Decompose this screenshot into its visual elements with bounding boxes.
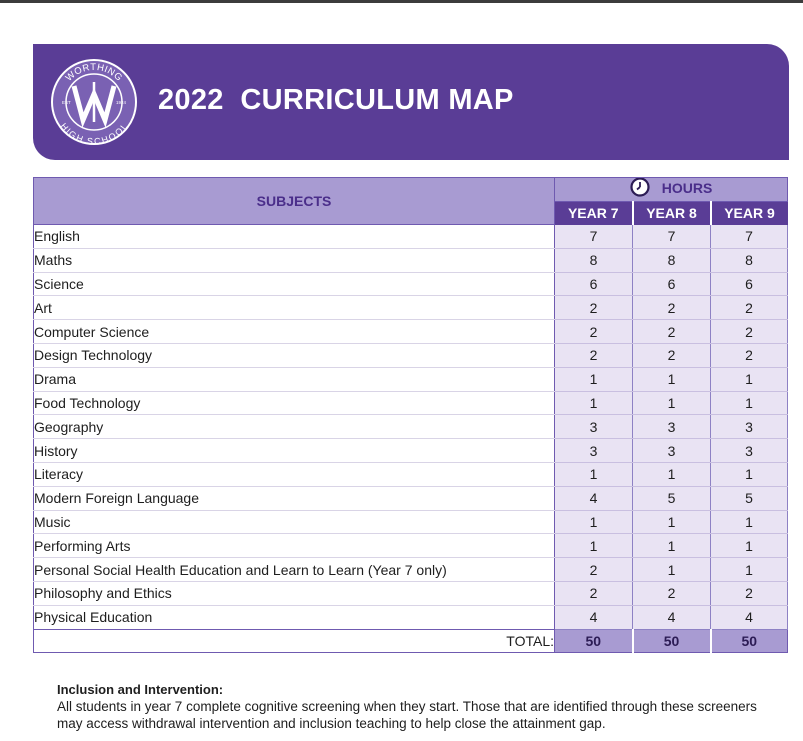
table-row [34, 582, 788, 606]
subject-name: Art [34, 296, 555, 320]
hours-year-9: 2 [711, 344, 788, 368]
year-7-header: YEAR 7 [555, 201, 633, 224]
subject-name: History [34, 439, 555, 463]
hours-year-7: 8 [555, 248, 633, 272]
hours-year-8: 6 [633, 272, 711, 296]
hours-year-8: 1 [633, 534, 711, 558]
hours-year-8: 2 [633, 296, 711, 320]
hours-year-8: 2 [633, 320, 711, 344]
hours-year-9: 4 [711, 605, 788, 629]
total-year-7: 50 [555, 629, 633, 653]
hours-year-9: 3 [711, 439, 788, 463]
hours-year-9: 1 [711, 367, 788, 391]
hours-year-7: 4 [555, 605, 633, 629]
hours-year-9: 2 [711, 320, 788, 344]
hours-year-8: 8 [633, 248, 711, 272]
table-row [34, 367, 788, 391]
clock-icon [630, 178, 650, 199]
hours-year-8: 4 [633, 605, 711, 629]
hours-year-8: 2 [633, 582, 711, 606]
table-row [34, 344, 788, 368]
subject-name: Food Technology [34, 391, 555, 415]
subject-name: Science [34, 272, 555, 296]
hours-year-7: 3 [555, 415, 633, 439]
subject-name: Drama [34, 367, 555, 391]
total-row [34, 629, 788, 653]
year-9-header: YEAR 9 [711, 201, 788, 224]
subject-name: Performing Arts [34, 534, 555, 558]
hours-year-9: 1 [711, 510, 788, 534]
hours-year-7: 1 [555, 510, 633, 534]
hours-year-8: 2 [633, 344, 711, 368]
hours-year-8: 1 [633, 367, 711, 391]
hours-year-7: 1 [555, 463, 633, 487]
hours-year-8: 5 [633, 486, 711, 510]
hours-year-7: 2 [555, 558, 633, 582]
hours-year-9: 6 [711, 272, 788, 296]
total-label: TOTAL: [34, 629, 555, 653]
total-year-9: 50 [711, 629, 788, 653]
note-title: Inclusion and Intervention: [57, 682, 224, 697]
page-title: 2022 CURRICULUM MAP [158, 84, 514, 116]
hours-year-8: 1 [633, 510, 711, 534]
table-row [34, 463, 788, 487]
hours-year-7: 2 [555, 582, 633, 606]
table-row [34, 272, 788, 296]
hours-year-9: 1 [711, 463, 788, 487]
subject-name: Maths [34, 248, 555, 272]
table-row [34, 605, 788, 629]
subject-name: Geography [34, 415, 555, 439]
year-8-header: YEAR 8 [633, 201, 711, 224]
total-year-8: 50 [633, 629, 711, 653]
hours-year-8: 1 [633, 558, 711, 582]
hours-header [555, 178, 788, 202]
subject-rows [34, 225, 788, 630]
subject-name: Personal Social Health Education and Learn to Learn (Year 7 only) [34, 558, 555, 582]
logo-top-text: WORTHING [63, 61, 125, 84]
hours-year-9: 5 [711, 486, 788, 510]
table-row [34, 248, 788, 272]
top-border-line [0, 0, 803, 3]
logo-bottom-text: HIGH SCHOOL [58, 121, 130, 146]
table-row [34, 486, 788, 510]
subject-name: English [34, 225, 555, 249]
curriculum-table [33, 177, 788, 653]
subject-name: Computer Science [34, 320, 555, 344]
table-row [34, 415, 788, 439]
hours-year-8: 1 [633, 463, 711, 487]
hours-year-7: 2 [555, 344, 633, 368]
table-row [34, 510, 788, 534]
subject-name: Philosophy and Ethics [34, 582, 555, 606]
table-row [34, 296, 788, 320]
hours-year-7: 7 [555, 225, 633, 249]
hours-year-9: 1 [711, 558, 788, 582]
hours-year-9: 2 [711, 296, 788, 320]
hours-year-9: 1 [711, 534, 788, 558]
hours-year-8: 3 [633, 439, 711, 463]
subject-name: Music [34, 510, 555, 534]
table-row [34, 439, 788, 463]
hours-year-9: 1 [711, 391, 788, 415]
subjects-header: SUBJECTS [34, 178, 555, 225]
hours-year-7: 4 [555, 486, 633, 510]
hours-year-7: 1 [555, 391, 633, 415]
subject-name: Physical Education [34, 605, 555, 629]
hours-year-7: 2 [555, 320, 633, 344]
hours-year-9: 3 [711, 415, 788, 439]
hours-year-7: 2 [555, 296, 633, 320]
hours-header-label: HOURS [661, 180, 713, 197]
hours-year-8: 1 [633, 391, 711, 415]
table-row [34, 558, 788, 582]
hours-year-9: 8 [711, 248, 788, 272]
subject-name: Modern Foreign Language [34, 486, 555, 510]
table-row [34, 225, 788, 249]
table-row [34, 534, 788, 558]
hours-year-9: 2 [711, 582, 788, 606]
hours-year-7: 6 [555, 272, 633, 296]
table-row [34, 391, 788, 415]
subject-name: Literacy [34, 463, 555, 487]
table-row [34, 320, 788, 344]
hours-year-9: 7 [711, 225, 788, 249]
logo-est-text: EST [62, 100, 71, 105]
note-body: All students in year 7 complete cognitive screening when they start. Those that are identified through these screeners may access withdrawal intervention and inclusion teaching to help close the attainment gap. [57, 699, 757, 731]
subject-name: Design Technology [34, 344, 555, 368]
hours-year-7: 1 [555, 367, 633, 391]
hours-year-7: 1 [555, 534, 633, 558]
hours-year-7: 3 [555, 439, 633, 463]
hours-year-8: 7 [633, 225, 711, 249]
school-logo [50, 58, 138, 146]
logo-year-text: 1924 [116, 100, 127, 105]
hours-year-8: 3 [633, 415, 711, 439]
